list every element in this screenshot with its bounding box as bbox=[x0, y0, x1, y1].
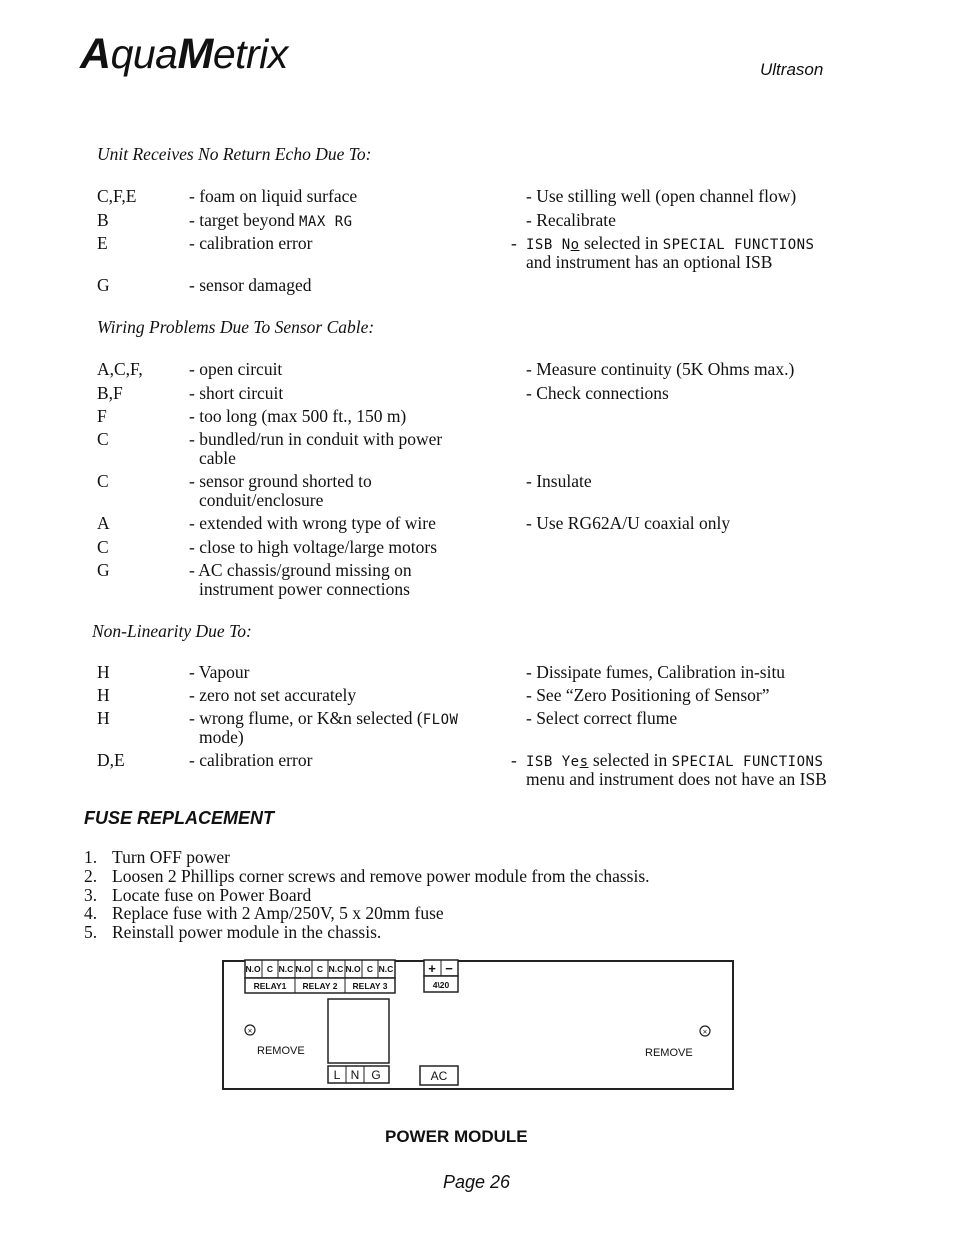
cause-description: - too long (max 500 ft., 150 m) bbox=[189, 406, 407, 426]
cause-description: - foam on liquid surface bbox=[189, 186, 358, 206]
step-text: Loosen 2 Phillips corner screws and remove power module from the chassis. bbox=[112, 866, 650, 886]
cause-description: - sensor ground shorted to bbox=[189, 471, 372, 491]
screw-symbol: × bbox=[702, 1027, 708, 1037]
relay-label: RELAY 2 bbox=[302, 981, 338, 991]
cause-code: C bbox=[97, 537, 109, 557]
cause-code: G bbox=[97, 275, 110, 295]
terminal-label: N.O bbox=[295, 964, 311, 974]
power-module-diagram bbox=[221, 959, 735, 1091]
cause-code: B,F bbox=[97, 383, 123, 403]
remedy: - Dissipate fumes, Calibration in-situ bbox=[526, 662, 786, 682]
brand-logo: AquaMetrix bbox=[80, 30, 288, 78]
cause-description: - AC chassis/ground missing on bbox=[189, 560, 412, 580]
fuse-holder bbox=[328, 999, 389, 1063]
remedy: ISB No selected in SPECIAL FUNCTIONS bbox=[526, 233, 815, 253]
figure-caption: POWER MODULE bbox=[385, 1127, 528, 1146]
cause-description-continued: instrument power connections bbox=[199, 579, 410, 599]
cause-code: E bbox=[97, 233, 108, 253]
cause-code: A bbox=[97, 513, 110, 533]
remove-label-right: REMOVE bbox=[645, 1047, 693, 1059]
relay-label: RELAY 3 bbox=[352, 981, 388, 991]
cause-description: - target beyond MAX RG bbox=[189, 210, 353, 230]
cause-code: D,E bbox=[97, 750, 125, 770]
remedy: - Insulate bbox=[526, 471, 592, 491]
terminal-label: C bbox=[366, 964, 374, 974]
remedy: - Recalibrate bbox=[526, 210, 616, 230]
remedy: - See “Zero Positioning of Sensor” bbox=[526, 685, 770, 705]
remedy: ISB Yes selected in SPECIAL FUNCTIONS bbox=[526, 750, 824, 770]
remedy: - Use RG62A/U coaxial only bbox=[526, 513, 731, 533]
ac-label: AC bbox=[430, 1069, 448, 1083]
cause-code: H bbox=[97, 662, 110, 682]
cause-description-continued: mode) bbox=[199, 727, 244, 747]
cause-code: C bbox=[97, 471, 109, 491]
cause-description: - zero not set accurately bbox=[189, 685, 357, 705]
cause-code: B bbox=[97, 210, 109, 230]
cause-description: - wrong flume, or K&n selected (FLOW bbox=[189, 708, 459, 728]
fuse-replacement-heading: FUSE REPLACEMENT bbox=[84, 808, 275, 828]
cause-code: H bbox=[97, 708, 110, 728]
cause-code: C bbox=[97, 429, 109, 449]
cause-description: - Vapour bbox=[189, 662, 250, 682]
cause-description-continued: conduit/enclosure bbox=[199, 490, 324, 510]
terminal-label: N.O bbox=[345, 964, 361, 974]
step-text: Turn OFF power bbox=[112, 847, 230, 867]
remedy-dash: - bbox=[511, 750, 517, 770]
cause-code: G bbox=[97, 560, 110, 580]
cause-description: - close to high voltage/large motors bbox=[189, 537, 438, 557]
cause-code: F bbox=[97, 406, 107, 426]
remedy-continued: menu and instrument does not have an ISB bbox=[526, 769, 827, 789]
cause-description-continued: cable bbox=[199, 448, 236, 468]
product-name: Ultrason bbox=[760, 60, 824, 79]
remedy-dash: - bbox=[511, 233, 517, 253]
remedy: - Measure continuity (5K Ohms max.) bbox=[526, 359, 795, 379]
cause-description: - calibration error bbox=[189, 233, 313, 253]
terminal-label: N.C bbox=[278, 964, 294, 974]
cause-description: - short circuit bbox=[189, 383, 284, 403]
remedy: - Select correct flume bbox=[526, 708, 678, 728]
relay-label: RELAY1 bbox=[253, 981, 287, 991]
page-number: Page 26 bbox=[443, 1172, 511, 1192]
cause-description: - calibration error bbox=[189, 750, 313, 770]
remedy: - Use stilling well (open channel flow) bbox=[526, 186, 797, 206]
remedy-continued: and instrument has an optional ISB bbox=[526, 252, 773, 272]
power-terminal-label: N bbox=[350, 1068, 360, 1082]
step-number: 4. bbox=[84, 903, 98, 923]
plus-terminal: + bbox=[428, 961, 436, 976]
remove-label-left: REMOVE bbox=[257, 1045, 305, 1057]
minus-terminal: − bbox=[445, 961, 453, 976]
signal-label: 4\20 bbox=[432, 980, 450, 990]
cause-code: A,C,F, bbox=[97, 359, 143, 379]
section-title-no-echo: Unit Receives No Return Echo Due To: bbox=[97, 144, 372, 164]
cause-code: C,F,E bbox=[97, 186, 137, 206]
terminal-label: N.C bbox=[328, 964, 344, 974]
step-number: 1. bbox=[84, 847, 98, 867]
terminal-label: N.O bbox=[245, 964, 261, 974]
step-number: 2. bbox=[84, 866, 98, 886]
power-terminal-label: G bbox=[371, 1068, 381, 1082]
terminal-label: C bbox=[316, 964, 324, 974]
cause-description: - extended with wrong type of wire bbox=[189, 513, 436, 533]
cause-description: - sensor damaged bbox=[189, 275, 312, 295]
remedy: - Check connections bbox=[526, 383, 669, 403]
screw-symbol: × bbox=[247, 1026, 253, 1036]
step-text: Replace fuse with 2 Amp/250V, 5 x 20mm fuse bbox=[112, 903, 444, 923]
terminal-label: N.C bbox=[378, 964, 394, 974]
cause-description: - bundled/run in conduit with power bbox=[189, 429, 443, 449]
section-title-non-linearity: Non-Linearity Due To: bbox=[92, 621, 252, 641]
section-title-wiring: Wiring Problems Due To Sensor Cable: bbox=[97, 317, 375, 337]
power-terminal-label: L bbox=[333, 1068, 341, 1082]
cause-description: - open circuit bbox=[189, 359, 283, 379]
step-text: Locate fuse on Power Board bbox=[112, 885, 312, 905]
cause-code: H bbox=[97, 685, 110, 705]
terminal-label: C bbox=[266, 964, 274, 974]
step-number: 5. bbox=[84, 922, 98, 942]
step-text: Reinstall power module in the chassis. bbox=[112, 922, 382, 942]
step-number: 3. bbox=[84, 885, 98, 905]
